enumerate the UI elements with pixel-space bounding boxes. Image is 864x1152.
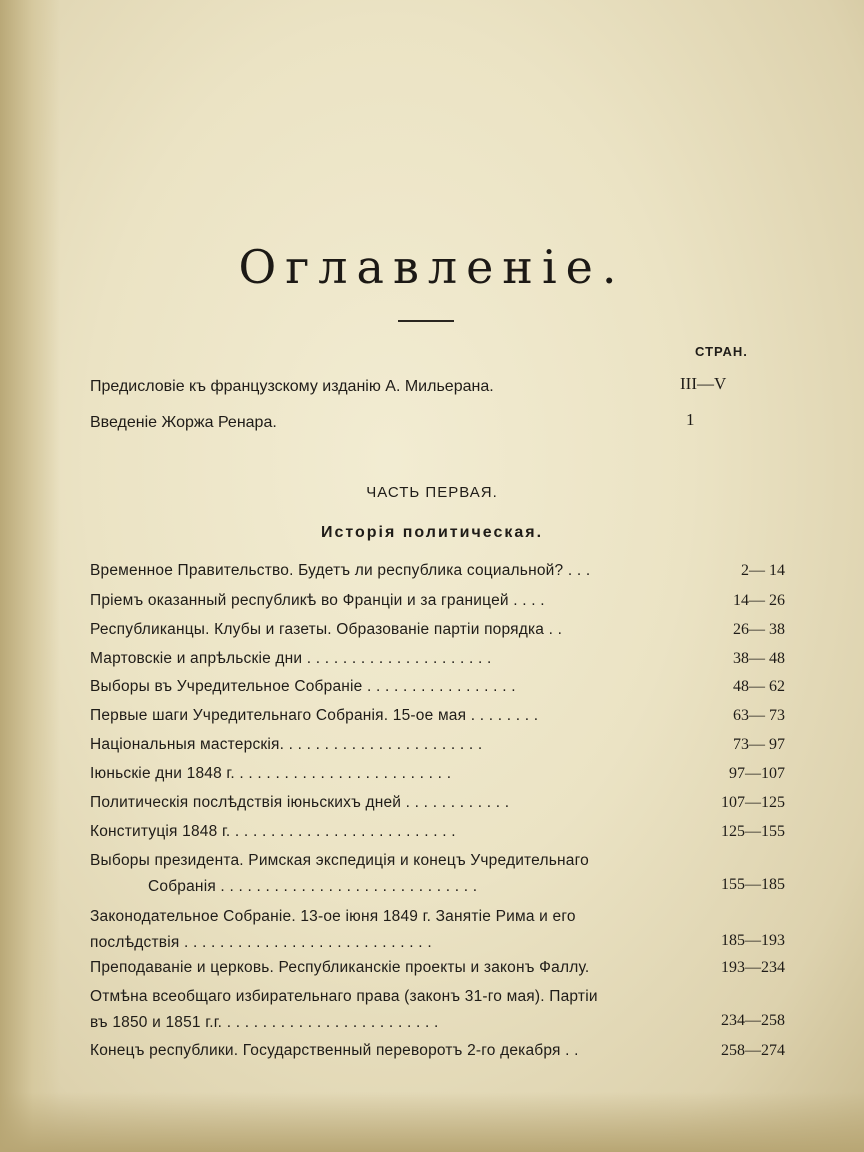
toc-row (90, 562, 790, 590)
toc-page-range: 38— 48 (733, 650, 785, 667)
toc-row (90, 823, 790, 851)
toc-entry-text: Національныя мастерскія. . . . . . . . . . . . . . . . . . . . . . . (90, 736, 483, 753)
toc-row (90, 650, 790, 678)
toc-page-range: 2— 14 (741, 562, 785, 579)
toc-page-introduction: 1 (686, 410, 695, 429)
toc-entry-text: Отмѣна всеобщаго избирательнаго права (законъ 31-го мая). Партіи (90, 988, 598, 1005)
page-title: Оглавленіе. (238, 240, 626, 294)
toc-entry-text: Политическія послѣдствія іюньскихъ дней . . . . . . . . . . . . (90, 794, 510, 811)
toc-page-range: 193—234 (721, 959, 785, 976)
toc-entry-text-continued: послѣдствія . . . . . . . . . . . . . . . . . . . . . . . . . . . . (90, 934, 432, 951)
toc-entry-text: Преподаваніе и церковь. Республиканскіе проекты и законъ Фаллу. (90, 959, 590, 976)
toc-entry-text: Временное Правительство. Будетъ ли республика социальной? . . . (90, 562, 591, 579)
toc-row (90, 736, 790, 764)
toc-entry-text: Іюньскіе дни 1848 г. . . . . . . . . . . . . . . . . . . . . . . . . (90, 765, 452, 782)
toc-row (90, 592, 790, 620)
toc-page-range: 234—258 (721, 1012, 785, 1029)
toc-page-range: 14— 26 (733, 592, 785, 609)
toc-row (90, 707, 790, 735)
toc-entry-preface: Предисловіе къ французскому изданію А. Мильерана. (90, 378, 494, 395)
toc-entry-introduction: Введеніе Жоржа Ренара. (90, 414, 277, 431)
toc-row (90, 1042, 790, 1070)
page-shadow-bottom (0, 1092, 864, 1152)
title-divider (398, 320, 454, 322)
toc-entry-text: Выборы президента. Римская экспедиція и конецъ Учредительнаго (90, 852, 589, 869)
page-shadow-left (0, 0, 60, 1152)
toc-row (90, 852, 790, 895)
toc-page-range: 48— 62 (733, 678, 785, 695)
toc-entry-text: Конституція 1848 г. . . . . . . . . . . . . . . . . . . . . . . . . . (90, 823, 456, 840)
toc-entry-text: Мартовскіе и апрѣльскіе дни . . . . . . . . . . . . . . . . . . . . . (90, 650, 492, 667)
toc-entry-text-continued: Собранія . . . . . . . . . . . . . . . . . . . . . . . . . . . . . (148, 878, 478, 895)
toc-entry-text: Законодательное Собраніе. 13-ое іюня 1849 г. Занятіе Рима и его (90, 908, 576, 925)
pages-column-header: СТРАН. (695, 344, 748, 359)
toc-row (90, 621, 790, 649)
toc-page-range: 97—107 (729, 765, 785, 782)
toc-page-range: 185—193 (721, 932, 785, 949)
toc-page-range: 125—155 (721, 823, 785, 840)
part-title: ЧАСТЬ ПЕРВАЯ. (366, 484, 498, 501)
toc-page-range: 107—125 (721, 794, 785, 811)
toc-entry-text: Выборы въ Учредительное Собраніе . . . . . . . . . . . . . . . . . (90, 678, 516, 695)
toc-entry-text: Пріемъ оказанный республикѣ во Франціи и за границей . . . . (90, 592, 545, 609)
toc-page-range: 26— 38 (733, 621, 785, 638)
toc-entry-text-continued: въ 1850 и 1851 г.г. . . . . . . . . . . . . . . . . . . . . . . . . (90, 1014, 439, 1031)
toc-page-range: 155—185 (721, 876, 785, 893)
toc-entry-text: Конецъ республики. Государственный переворотъ 2-го декабря . . (90, 1042, 579, 1059)
toc-page-preface: III—V (680, 374, 727, 393)
section-title: Исторія политическая. (320, 524, 544, 541)
toc-page-range: 258—274 (721, 1042, 785, 1059)
toc-row (90, 765, 790, 793)
toc-page-range: 63— 73 (733, 707, 785, 724)
toc-row (90, 988, 790, 1031)
toc-page-range: 73— 97 (733, 736, 785, 753)
toc-row (90, 959, 790, 987)
toc-row (90, 678, 790, 706)
toc-entry-text: Первые шаги Учредительнаго Собранія. 15-ое мая . . . . . . . . (90, 707, 539, 724)
toc-row (90, 794, 790, 822)
toc-row (90, 908, 790, 951)
toc-entry-text: Республиканцы. Клубы и газеты. Образованіе партіи порядка . . (90, 621, 563, 638)
